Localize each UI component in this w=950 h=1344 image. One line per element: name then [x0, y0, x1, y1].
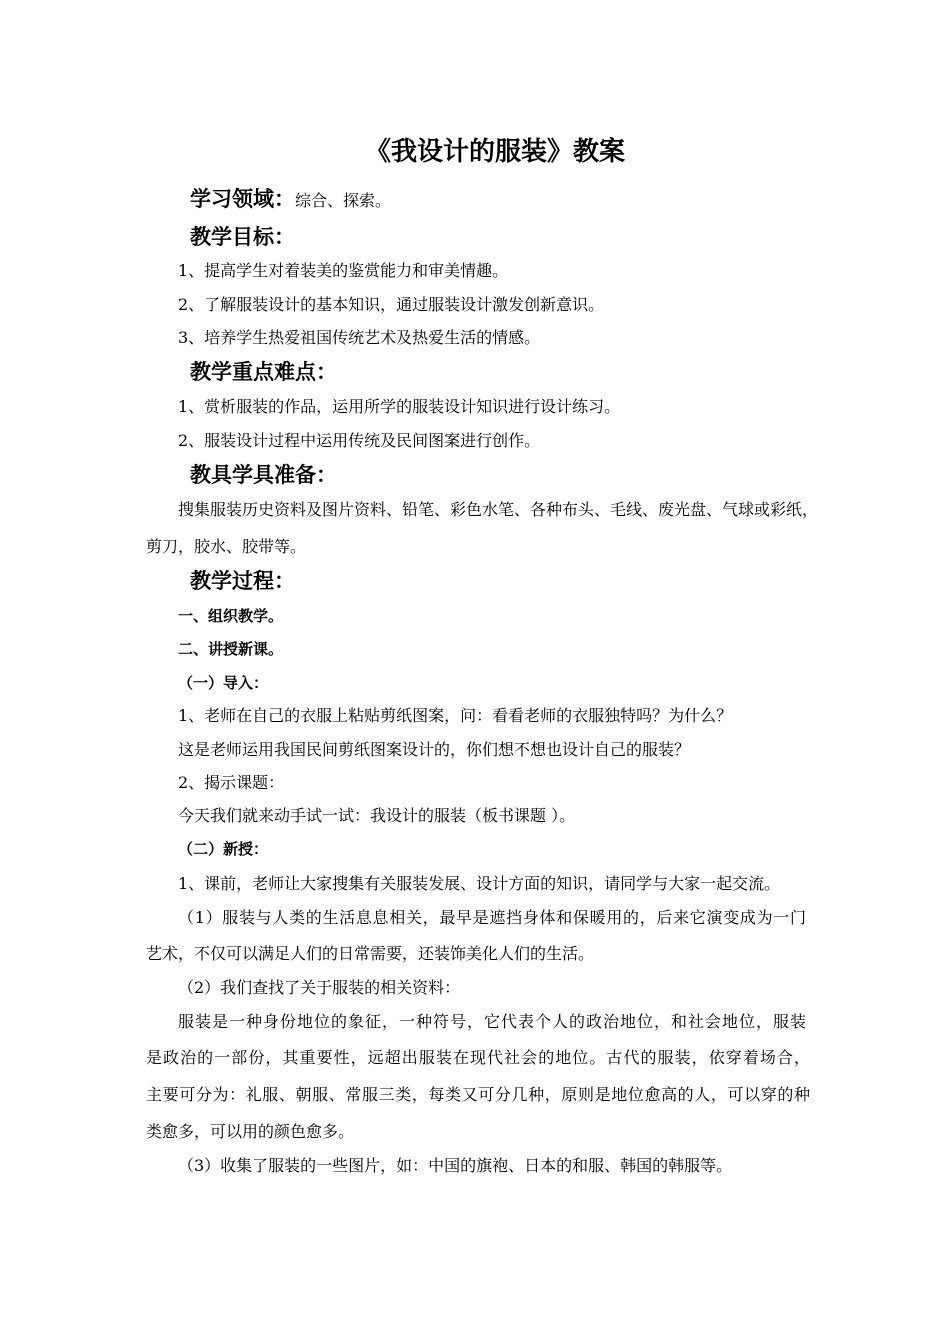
- goal-item-2: 2、了解服装设计的基本知识，通过服装设计激发创新意识。: [178, 295, 605, 314]
- intro-heading: （一）导入：: [178, 674, 269, 692]
- intro-paragraph-2: 这是老师运用我国民间剪纸图案设计的，你们想不想也设计自己的服装？: [178, 740, 691, 759]
- key-points-heading: 教学重点难点：: [190, 360, 337, 384]
- new-lesson-paragraph-4c: 主要可分为：礼服、朝服、常服三类，每类又可分几种，原则是地位愈高的人，可以穿的种: [146, 1085, 810, 1104]
- goal-item-1: 1、提高学生对着装美的鉴赏能力和审美情趣。: [178, 261, 509, 280]
- new-lesson-paragraph-4a: 服装是一种身份地位的象征，一种符号，它代表个人的政治地位，和社会地位，服装: [178, 1012, 806, 1031]
- intro-paragraph-3: 2、揭示课题：: [178, 773, 285, 792]
- materials-line-1: 搜集服装历史资料及图片资料、铅笔、彩色水笔、各种布头、毛线、废光盘、气球或彩纸，: [178, 500, 819, 519]
- materials-line-2: 剪刀，胶水、胶带等。: [146, 537, 307, 556]
- new-lesson-paragraph-5: （3）收集了服装的一些图片，如：中国的旗袍、日本的和服、韩国的韩服等。: [178, 1156, 733, 1175]
- new-lesson-paragraph-2b: 艺术，不仅可以满足人们的日常需要，还装饰美化人们的生活。: [146, 944, 595, 963]
- page-title: 《我设计的服装》教案: [364, 137, 625, 167]
- key-point-item-2: 2、服装设计过程中运用传统及民间图案进行创作。: [178, 431, 541, 450]
- key-point-item-1: 1、赏析服装的作品，运用所学的服装设计知识进行设计练习。: [178, 397, 621, 416]
- new-lesson-paragraph-1: 1、课前，老师让大家搜集有关服装发展、设计方面的知识，请同学与大家一起交流。: [178, 874, 781, 893]
- field-value: 综合、探索。: [295, 191, 392, 210]
- materials-heading: 教具学具准备：: [190, 463, 337, 487]
- process-step-2: 二、讲授新课。: [178, 640, 284, 658]
- new-lesson-paragraph-3: （2）我们查找了关于服装的相关资料：: [178, 978, 461, 997]
- goals-heading: 教学目标：: [190, 225, 295, 249]
- new-lesson-paragraph-2a: （1）服装与人类的生活息息相关，最早是遮挡身体和保暖用的，后来它演变成为一门: [178, 908, 806, 927]
- field-label: 学习领域：: [190, 187, 295, 211]
- process-step-1: 一、组织教学。: [178, 607, 284, 625]
- goal-item-3: 3、培养学生热爱祖国传统艺术及热爱生活的情感。: [178, 328, 541, 347]
- field-heading: [190, 189, 391, 210]
- new-lesson-paragraph-4d: 类愈多，可以用的颜色愈多。: [146, 1122, 355, 1141]
- intro-paragraph-1: 1、老师在自己的衣服上粘贴剪纸图案，问：看看老师的衣服独特吗？为什么？: [178, 706, 733, 725]
- intro-paragraph-4: 今天我们就来动手试一试：我设计的服装（板书课题 ）。: [178, 806, 576, 825]
- new-lesson-paragraph-4b: 是政治的一部份，其重要性，远超出服装在现代社会的地位。古代的服装，依穿着场合，: [146, 1048, 810, 1067]
- new-lesson-heading: （二）新授：: [178, 840, 269, 858]
- process-heading: 教学过程：: [190, 569, 295, 593]
